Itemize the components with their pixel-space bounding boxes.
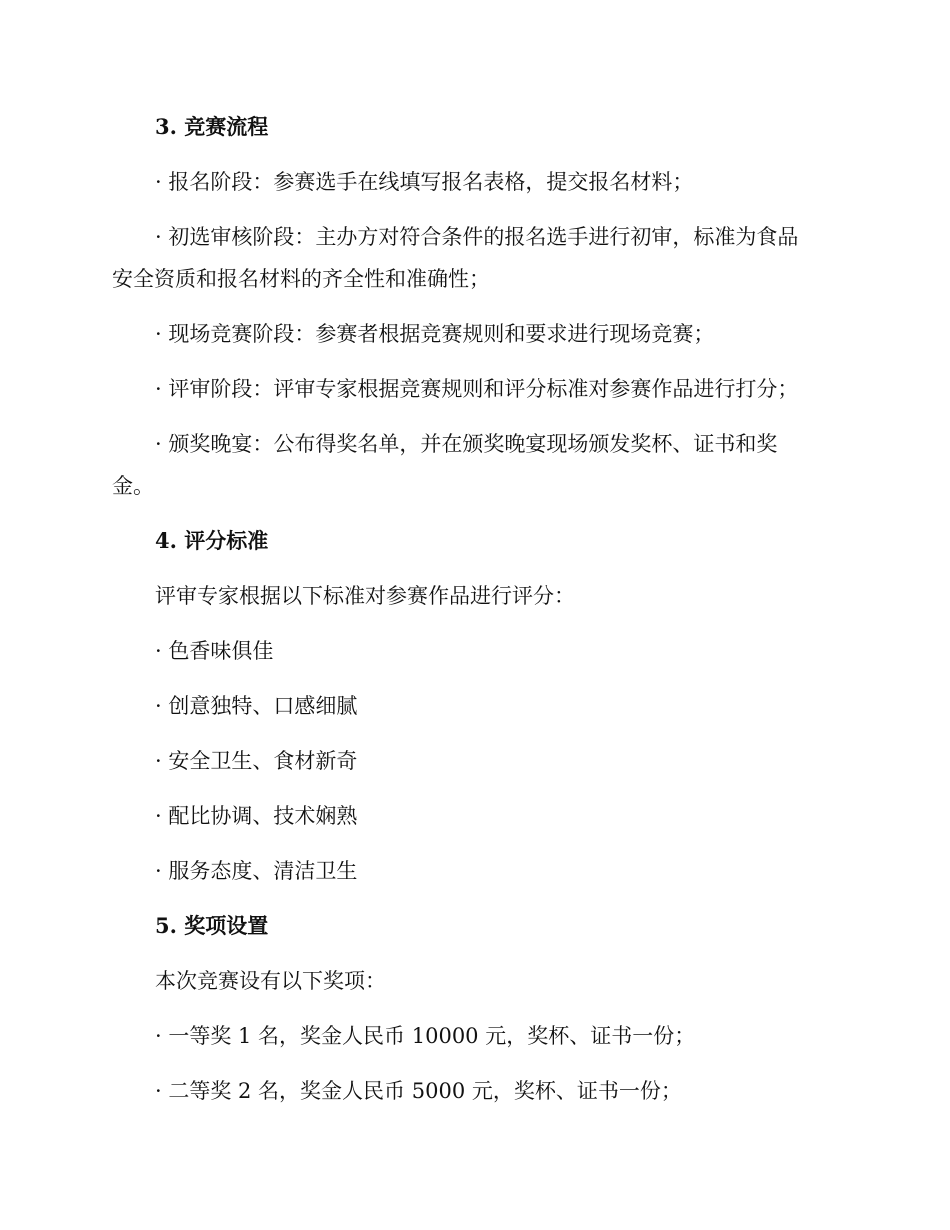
criteria-intro: 评审专家根据以下标准对参赛作品进行评分： bbox=[155, 584, 575, 608]
criteria-item: · 色香味俱佳 bbox=[155, 639, 274, 663]
process-item-registration: · 报名阶段：参赛选手在线填写报名表格，提交报名材料； bbox=[155, 170, 694, 194]
award-item-second-prize: · 二等奖 2 名，奖金人民币 5000 元，奖杯、证书一份； bbox=[155, 1079, 682, 1103]
process-item-award-dinner: · 颁奖晚宴：公布得奖名单，并在颁奖晚宴现场颁发奖杯、证书和奖 bbox=[155, 432, 778, 456]
section-heading-awards: 5. 奖项设置 bbox=[155, 913, 269, 938]
process-item-screening: · 初选审核阶段：主办方对符合条件的报名选手进行初审，标准为食品 bbox=[155, 225, 799, 249]
process-item-onsite: · 现场竞赛阶段：参赛者根据竞赛规则和要求进行现场竞赛； bbox=[155, 322, 715, 346]
section-heading-process: 3. 竞赛流程 bbox=[155, 114, 269, 139]
criteria-item: · 配比协调、技术娴熟 bbox=[155, 804, 358, 828]
criteria-item: · 安全卫生、食材新奇 bbox=[155, 749, 358, 773]
process-item-award-dinner-cont: 金。 bbox=[112, 474, 154, 498]
section-heading-criteria: 4. 评分标准 bbox=[155, 528, 269, 553]
criteria-item: · 创意独特、口感细腻 bbox=[155, 694, 358, 718]
awards-intro: 本次竞赛设有以下奖项： bbox=[155, 969, 386, 993]
process-item-screening-cont: 安全资质和报名材料的齐全性和准确性； bbox=[112, 267, 490, 291]
criteria-item: · 服务态度、清洁卫生 bbox=[155, 859, 358, 883]
process-item-review: · 评审阶段：评审专家根据竞赛规则和评分标准对参赛作品进行打分； bbox=[155, 377, 799, 401]
award-item-first-prize: · 一等奖 1 名，奖金人民币 10000 元，奖杯、证书一份； bbox=[155, 1024, 696, 1048]
